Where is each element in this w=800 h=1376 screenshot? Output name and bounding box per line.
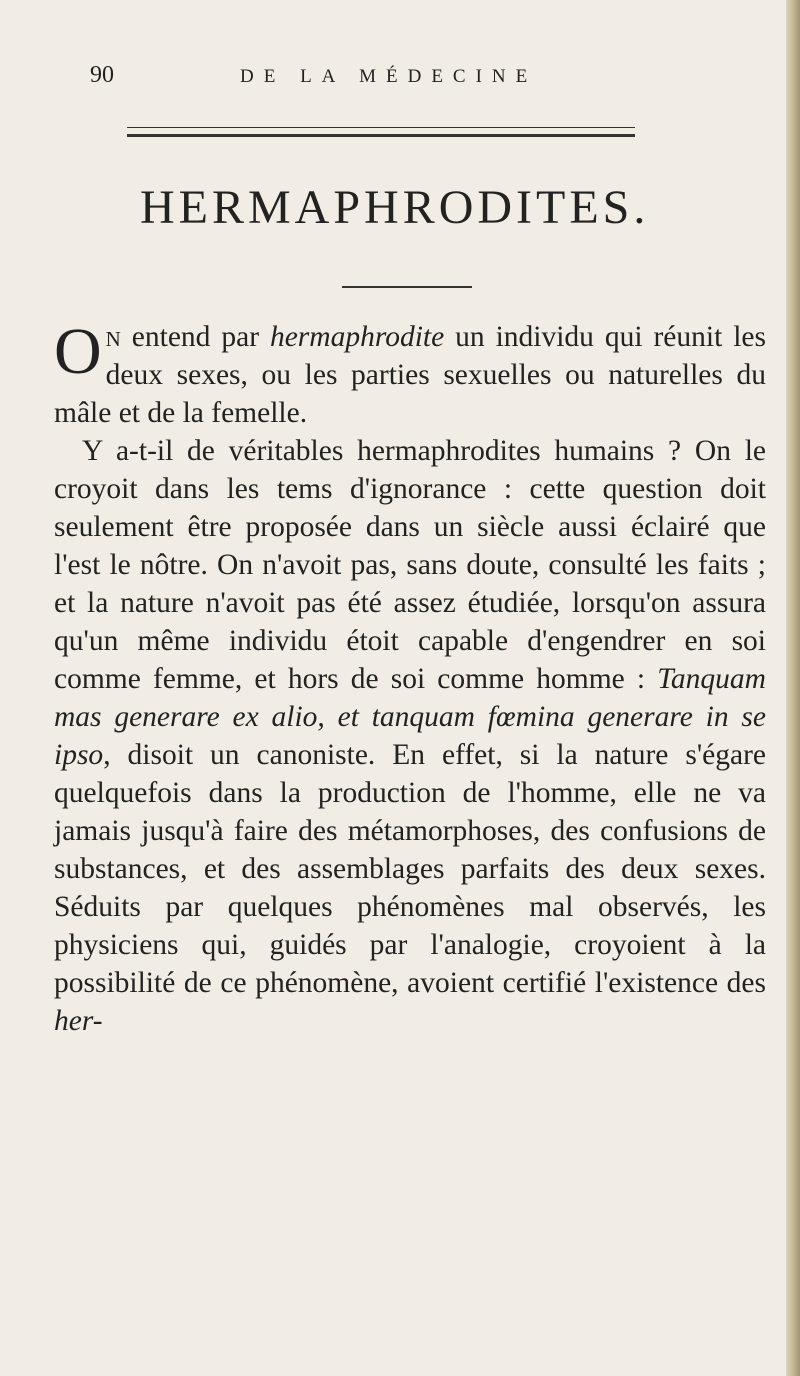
page-header [90, 62, 710, 92]
paragraph1-text-after: un individu qui réunit les deux sexes, ou les parties sexuelles ou naturelles du mâle et de la femelle. [54, 321, 766, 429]
page-number: 90 [90, 62, 114, 88]
body-text [54, 315, 766, 1040]
section-title: HERMAPHRODITES. [140, 181, 650, 234]
running-title: DE LA MÉDECINE [240, 66, 538, 87]
latin-quote: Tanquam mas generare ex alio, et tanquam fœmina generare in se ipso [54, 663, 766, 771]
header-rule [127, 127, 635, 137]
term-hermaphrodite: hermaphrodite [269, 321, 445, 353]
paragraph2-text-a: Y a-t-il de véritables hermaphrodites humains ? On le croyoit dans les tems d'ignorance : cette question doit seulement être proposée dans un siècle aussi éclairé que l'est le nôtre. On n'avoit pas, sans doute, consulté les faits ; et la nature n'avoit pas été assez étudiée, lorsqu'on assura qu'un même individu étoit capable d'engendrer en soi comme femme, et hors de soi comme homme : [54, 435, 766, 695]
page-edge [786, 0, 800, 1376]
drop-cap: O [54, 315, 102, 388]
paragraph-question [54, 432, 766, 1040]
paragraph1-text-before: entend par [120, 321, 270, 353]
title-rule [342, 286, 472, 288]
catchword: her- [54, 1005, 103, 1037]
paragraph-definition [54, 315, 766, 432]
paragraph2-text-b: , disoit un canoniste. En effet, si la nature s'égare quelquefois dans la production de l'homme, elle ne va jamais jusqu'à faire des métamorphoses, des confusions de substances, et des assemblages parfaits des deux sexes. Séduits par quelques phénomènes mal observés, les physiciens qui, guidés par l'analogie, croyoient à la possibilité de ce phénomène, avoient certifié l'existence des [54, 739, 766, 999]
first-word: n [105, 321, 121, 353]
